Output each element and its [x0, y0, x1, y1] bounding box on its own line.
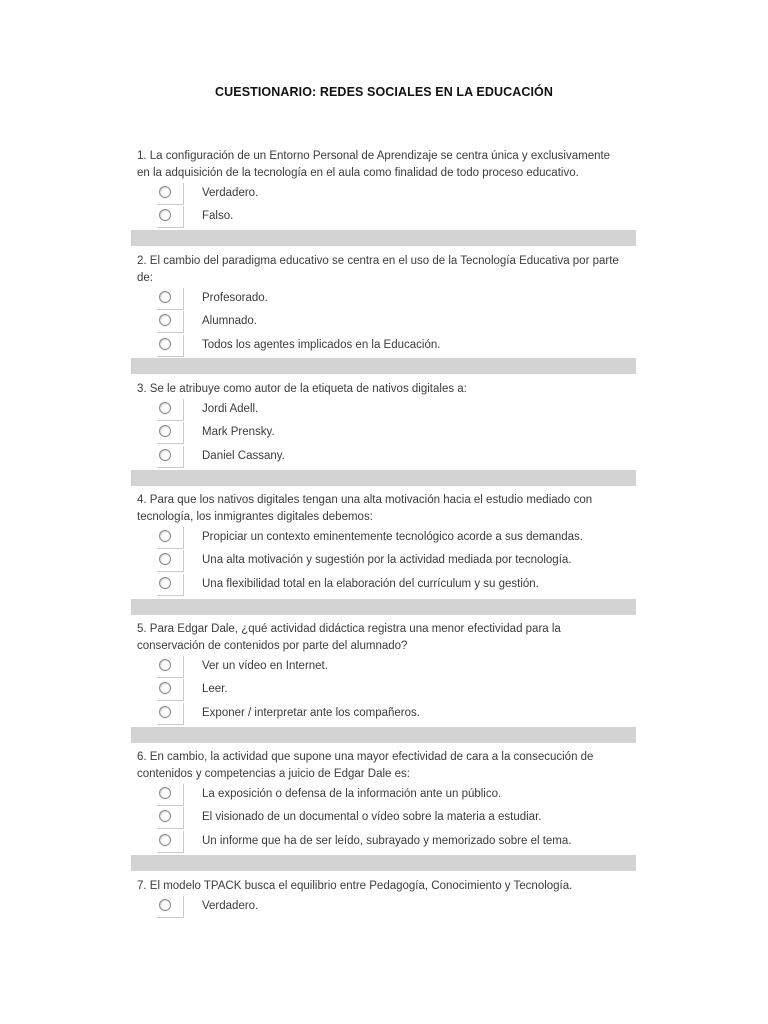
option: [137, 786, 627, 809]
option-label: Verdadero.: [202, 900, 259, 912]
option: [137, 337, 627, 360]
radio-button[interactable]: [159, 209, 171, 221]
question-text: [137, 381, 627, 398]
option-label: Alumnado.: [202, 315, 257, 328]
question-text-line: 4. Para que los nativos digitales tengan una alta motivación hacia el estudio mediado con: [137, 494, 593, 506]
option: [137, 290, 627, 313]
options-list: [137, 401, 627, 471]
question-text-line: tecnología, los inmigrantes digitales debemos:: [137, 511, 373, 523]
options-list: [137, 290, 627, 360]
separator-bar: [131, 599, 636, 615]
question-text-line: conservación de contenidos por parte del alumnado?: [137, 640, 408, 652]
radio-cell: [157, 446, 184, 468]
question-3: [137, 381, 627, 471]
radio-button[interactable]: [159, 402, 171, 414]
separator-bar: [131, 358, 636, 374]
options-list: [137, 658, 627, 728]
option: [137, 898, 627, 921]
radio-button[interactable]: [159, 834, 171, 846]
question-text: [137, 492, 627, 526]
question-text: [137, 878, 627, 895]
radio-cell: [157, 896, 184, 918]
option: [137, 833, 627, 856]
option-label: Verdadero.: [202, 187, 259, 199]
separator-bar: [131, 855, 636, 871]
question-text-line: 5. Para Edgar Dale, ¿qué actividad didáctica registra una menor efectividad para la: [137, 623, 561, 635]
radio-button[interactable]: [159, 682, 171, 694]
radio-cell: [157, 527, 184, 549]
option-label: Daniel Cassany.: [202, 449, 285, 462]
option-label: Jordi Adell.: [202, 403, 259, 415]
option: [137, 809, 627, 832]
options-list: [137, 185, 627, 232]
question-text-line: de:: [137, 272, 153, 284]
question-5: [137, 621, 627, 728]
radio-cell: [157, 574, 184, 596]
question-2: [137, 253, 627, 360]
page-title: CUESTIONARIO: REDES SOCIALES EN LA EDUCACIÓN: [215, 85, 553, 99]
radio-cell: [157, 784, 184, 806]
radio-cell: [157, 807, 184, 829]
question-text-line: 6. En cambio, la actividad que supone una mayor efectividad de cara a la consecución de: [137, 751, 594, 763]
option: [137, 658, 627, 681]
option-label: Falso.: [202, 210, 234, 223]
radio-button[interactable]: [159, 810, 171, 822]
radio-cell: [157, 656, 184, 678]
option: [137, 552, 627, 575]
option-label: Ver un vídeo en Internet.: [202, 660, 328, 672]
radio-cell: [157, 335, 184, 357]
radio-button[interactable]: [159, 659, 171, 671]
question-4: [137, 492, 627, 599]
separator-bar: [131, 230, 636, 246]
radio-button[interactable]: [159, 530, 171, 542]
question-7: [137, 878, 627, 921]
option-label: Todos los agentes implicados en la Educación.: [202, 338, 441, 351]
question-1: [137, 148, 627, 232]
question-text: [137, 253, 627, 287]
radio-cell: [157, 550, 184, 572]
question-text-line: contenidos y competencias a juicio de Edgar Dale es:: [137, 768, 410, 780]
option: [137, 681, 627, 704]
radio-button[interactable]: [159, 553, 171, 565]
options-list: [137, 898, 627, 921]
option-label: Un informe que ha de ser leído, subrayado y memorizado sobre el tema.: [202, 834, 572, 847]
option-label: Leer.: [202, 683, 228, 696]
question-text: [137, 621, 627, 655]
question-text-line: 2. El cambio del paradigma educativo se centra en el uso de la Tecnología Educativa por parte: [137, 255, 619, 267]
question-text: [137, 148, 627, 182]
option-label: Mark Prensky.: [202, 426, 275, 439]
radio-cell: [157, 831, 184, 853]
radio-button[interactable]: [159, 291, 171, 303]
option-label: Una alta motivación y sugestión por la actividad mediada por tecnología.: [202, 554, 572, 567]
radio-cell: [157, 703, 184, 725]
option-label: Propiciar un contexto eminentemente tecnológico acorde a sus demandas.: [202, 531, 584, 543]
radio-button[interactable]: [159, 425, 171, 437]
radio-cell: [157, 206, 184, 228]
options-list: [137, 529, 627, 599]
question-text-line: en la adquisición de la tecnología en el aula como finalidad de todo proceso educativo.: [137, 167, 579, 179]
question-text: [137, 749, 627, 783]
options-list: [137, 786, 627, 856]
option: [137, 448, 627, 471]
radio-button[interactable]: [159, 186, 171, 198]
option-label: Profesorado.: [202, 292, 268, 304]
option: [137, 529, 627, 552]
option: [137, 401, 627, 424]
radio-cell: [157, 679, 184, 701]
radio-cell: [157, 422, 184, 444]
radio-cell: [157, 399, 184, 421]
radio-button[interactable]: [159, 449, 171, 461]
option: [137, 576, 627, 599]
radio-cell: [157, 311, 184, 333]
radio-cell: [157, 288, 184, 310]
option: [137, 313, 627, 336]
question-text-line: 3. Se le atribuye como autor de la etiqueta de nativos digitales a:: [137, 383, 467, 395]
question-text-line: 1. La configuración de un Entorno Personal de Aprendizaje se centra única y exclusivamente: [137, 150, 611, 162]
option: [137, 424, 627, 447]
option: [137, 208, 627, 231]
separator-bar: [131, 727, 636, 743]
option: [137, 705, 627, 728]
option-label: Exponer / interpretar ante los compañeros.: [202, 706, 420, 719]
option-label: La exposición o defensa de la información ante un público.: [202, 788, 502, 800]
radio-button[interactable]: [159, 706, 171, 718]
radio-button[interactable]: [159, 338, 171, 350]
separator-bar: [131, 470, 636, 486]
radio-button[interactable]: [159, 899, 171, 911]
radio-button[interactable]: [159, 314, 171, 326]
question-6: [137, 749, 627, 856]
option-label: El visionado de un documental o vídeo sobre la materia a estudiar.: [202, 811, 542, 824]
radio-cell: [157, 183, 184, 205]
question-text-line: 7. El modelo TPACK busca el equilibrio entre Pedagogía, Conocimiento y Tecnología.: [137, 880, 573, 892]
option-label: Una flexibilidad total en la elaboración del currículum y su gestión.: [202, 577, 539, 590]
radio-button[interactable]: [159, 787, 171, 799]
option: [137, 185, 627, 208]
radio-button[interactable]: [159, 577, 171, 589]
